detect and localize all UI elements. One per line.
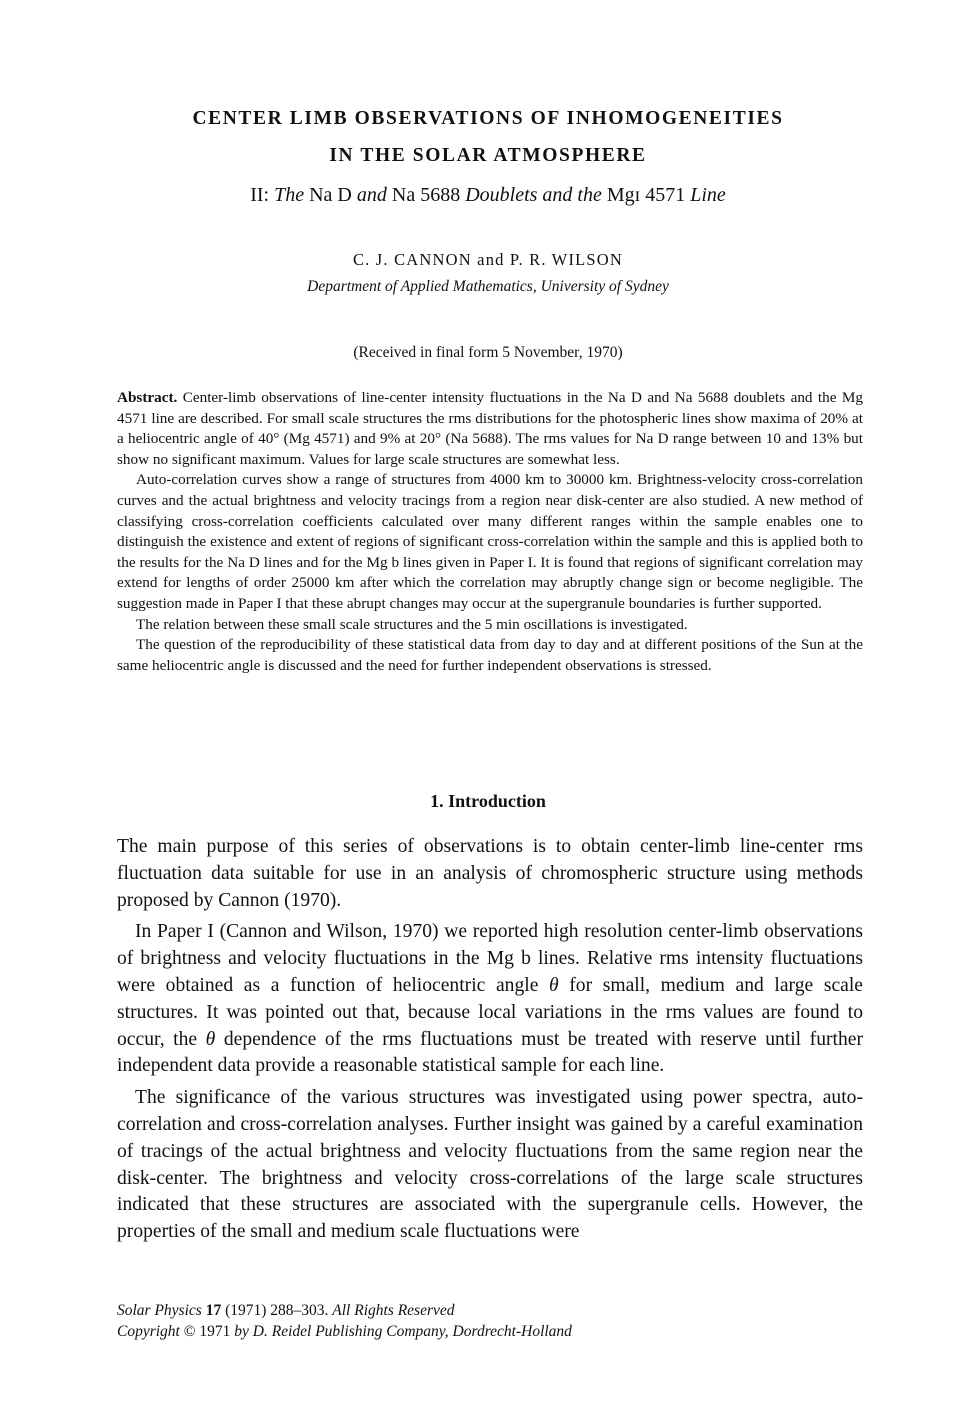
subtitle-part2: Na D: [304, 184, 357, 206]
footer-copyright-word: Copyright: [117, 1323, 180, 1340]
subtitle-part3: and: [356, 184, 387, 206]
footer-rights: All Rights Reserved: [332, 1302, 455, 1319]
abstract-text-1: Center-limb observations of line-center intensity fluctuations in the Na D and Na 5688 doublets and the Mg 4571 line are described. For small scale structures the rms distributions for the photospheric lines show maxima of 20% at a heliocentric angle of 40° (Mg 4571) and 9% at 20° (Na 5688). The rms values for Na D range between 10 and 13% but show no significant maximum. Values for large scale structures are somewhat less.: [117, 389, 863, 468]
subtitle-part1: The: [274, 184, 305, 206]
subtitle-part4: Na 5688: [386, 184, 466, 206]
footer-volume: 17: [205, 1302, 222, 1319]
section-heading: 1. Introduction: [430, 791, 546, 811]
abstract-paragraph-4: The question of the reproducibility of these statistical data from day to day and at different positions of the Sun at the same heliocentric angle is discussed and the need for further independent observations is stressed.: [117, 636, 863, 674]
footer-publisher: by D. Reidel Publishing Company, Dordrecht-Holland: [234, 1323, 572, 1340]
paper-title-line-2: IN THE SOLAR ATMOSPHERE: [329, 145, 647, 166]
paper-title-line-1: CENTER LIMB OBSERVATIONS OF INHOMOGENEITIES: [192, 108, 784, 129]
footer-copyright-year: © 1971: [179, 1323, 235, 1340]
subtitle-part5: Doublets and the: [465, 184, 602, 206]
abstract-paragraph-1: [117, 388, 863, 470]
abstract-label: Abstract.: [117, 389, 178, 406]
body-paragraph-3: The significance of the various structures was investigated using power spectra, auto-correlation and cross-correlation analyses. Further insight was gained by a careful examination of tracings of the actual brightness and velocity fluctuations from the same region near the disk-center. The brightness and velocity cross-correlations of the large scale structures indicated that these structures are associated with the supergranule cells. However, the properties of the small and medium scale fluctuations were: [117, 1087, 863, 1243]
body-paragraph-2-part-a: In Paper I (Cannon and Wilson, 1970) we reported high resolution center-limb observations of brightness and velocity fluctuations in the Mg b lines. Relative rms intensity fluctuations were obtained as a function of heliocentric angle: [117, 921, 863, 996]
received-date: (Received in final form 5 November, 1970): [353, 344, 623, 361]
page-footer: [117, 1300, 572, 1342]
paper-subtitle: [0, 184, 976, 207]
subtitle-prefix: II:: [250, 184, 275, 206]
affiliation: Department of Applied Mathematics, University of Sydney: [307, 278, 669, 295]
footer-copyright: [117, 1321, 572, 1342]
theta-symbol: θ: [205, 1028, 216, 1050]
abstract-paragraph-2: Auto-correlation curves show a range of structures from 4000 km to 30000 km. Brightness-velocity cross-correlation curves and the actual brightness and velocity tracings from a region near disk-center are also studied. A new method of classifying cross-correlation coefficients calculated over many different ranges within the sample enables one to distinguish the existence and extent of regions of significant cross-correlation within the sample and this is applied both to the results for the Na D lines and for the Mg b lines given in Paper I. It is found that regions of significant correlation may extend for lengths of order 25000 km after which the correlation may abruptly change sign or become negligible. The suggestion made in Paper I that these abrupt changes may occur at the supergranule boundaries is further supported.: [117, 471, 863, 612]
body-text: [117, 834, 863, 1251]
theta-symbol: θ: [549, 974, 559, 996]
subtitle-part6: Mgɪ 4571: [601, 184, 691, 206]
abstract-paragraph-3: The relation between these small scale structures and the 5 min oscillations is investigated.: [136, 615, 688, 633]
footer-citation: [117, 1300, 572, 1321]
subtitle-part7: Line: [690, 184, 726, 206]
body-paragraph-1: The main purpose of this series of observations is to obtain center-limb line-center rms fluctuation data suitable for use in an analysis of chromospheric structure using methods proposed by Cannon (1970).: [117, 836, 863, 911]
abstract: [117, 388, 863, 676]
body-paragraph-2: [117, 919, 863, 1080]
body-paragraph-2-part-c: dependence of the rms fluctuations must be treated with reserve until further independent data provide a reasonable statistical sample for each line.: [117, 1028, 863, 1077]
body-paragraph-2-part-b: for small, medium and large scale structures. It was pointed out that, because local variations in the rms values are found to occur, the: [117, 974, 863, 1050]
footer-year-pages: (1971) 288–303.: [221, 1302, 333, 1319]
authors: C. J. CANNON and P. R. WILSON: [352, 250, 624, 269]
footer-journal: Solar Physics: [117, 1302, 202, 1319]
